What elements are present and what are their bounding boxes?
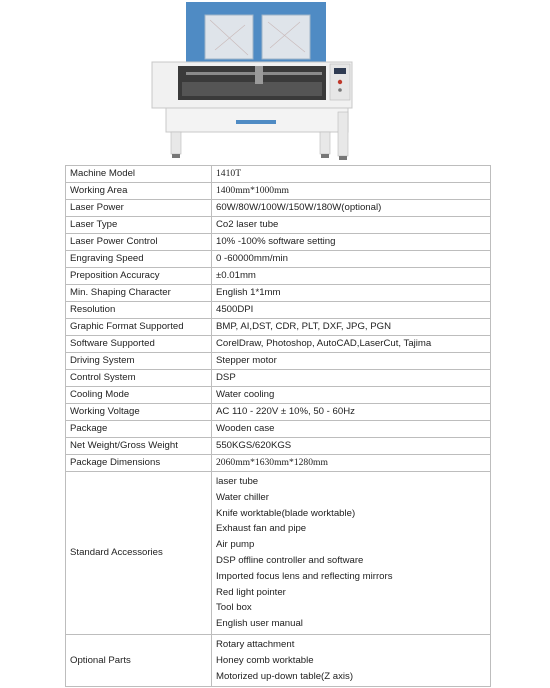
standard-accessories-row: [66, 472, 491, 635]
spec-label: Package Dimensions: [66, 455, 212, 472]
spec-value: 10% -100% software setting: [212, 234, 491, 251]
spec-value: Wooden case: [212, 421, 491, 438]
spec-row: [66, 438, 491, 455]
standard-accessories-list: [212, 472, 491, 635]
spec-value: DSP: [212, 370, 491, 387]
accessory-item: Knife worktable(blade worktable): [216, 507, 356, 519]
spec-value: Stepper motor: [212, 353, 491, 370]
accessory-item: Exhaust fan and pipe: [216, 523, 307, 535]
accessory-item: laser tube: [216, 476, 259, 487]
spec-value: Water cooling: [212, 387, 491, 404]
spec-value: BMP, AI,DST, CDR, PLT, DXF, JPG, PGN: [212, 319, 491, 336]
spec-row: [66, 319, 491, 336]
spec-value: CorelDraw, Photoshop, AutoCAD,LaserCut, Tajima: [212, 336, 491, 353]
spec-row: [66, 166, 491, 183]
spec-row: [66, 302, 491, 319]
standard-accessories-label: Standard Accessories: [66, 472, 212, 635]
spec-row: [66, 336, 491, 353]
optional-part-item: Honey comb worktable: [216, 654, 314, 666]
optional-parts-label: Optional Parts: [66, 634, 212, 686]
accessory-item: Red light pointer: [216, 586, 286, 598]
spec-label: Control System: [66, 370, 212, 387]
spec-value: Co2 laser tube: [212, 217, 491, 234]
spec-label: Engraving Speed: [66, 251, 212, 268]
spec-row: [66, 421, 491, 438]
spec-value: 550KGS/620KGS: [212, 438, 491, 455]
accessories-body: [66, 472, 491, 687]
accessory-item: English user manual: [216, 618, 303, 630]
spec-table-body: [66, 166, 491, 472]
optional-part-item: Rotary attachment: [216, 638, 295, 650]
spec-row: [66, 404, 491, 421]
spec-row: [66, 234, 491, 251]
optional-parts-list: [212, 634, 491, 686]
spec-label: Laser Power: [66, 200, 212, 217]
spec-label: Cooling Mode: [66, 387, 212, 404]
optional-part-item: Motorized up-down table(Z axis): [216, 670, 354, 682]
spec-row: [66, 370, 491, 387]
spec-value: ±0.01mm: [212, 268, 491, 285]
accessory-item: Tool box: [216, 602, 252, 614]
spec-row: [66, 387, 491, 404]
accessory-item: Water chiller: [216, 491, 269, 503]
spec-label: Graphic Format Supported: [66, 319, 212, 336]
spec-value: AC 110 - 220V ± 10%, 50 - 60Hz: [212, 404, 491, 421]
spec-label: Laser Type: [66, 217, 212, 234]
spec-value: 4500DPI: [212, 302, 491, 319]
spec-label: Package: [66, 421, 212, 438]
accessory-item: Air pump: [216, 539, 255, 551]
spec-value: 60W/80W/100W/150W/180W(optional): [212, 200, 491, 217]
spec-label: Min. Shaping Character: [66, 285, 212, 302]
spec-label: Net Weight/Gross Weight: [66, 438, 212, 455]
spec-label: Working Area: [66, 183, 212, 200]
spec-label: Machine Model: [66, 166, 212, 183]
spec-value: English 1*1mm: [212, 285, 491, 302]
spec-row: [66, 200, 491, 217]
spec-label: Driving System: [66, 353, 212, 370]
spec-label: Resolution: [66, 302, 212, 319]
spec-table: [65, 165, 491, 687]
spec-label: Preposition Accuracy: [66, 268, 212, 285]
spec-row: [66, 217, 491, 234]
spec-row: [66, 285, 491, 302]
spec-row: [66, 183, 491, 200]
optional-parts-row: [66, 634, 491, 686]
spec-label: Software Supported: [66, 336, 212, 353]
spec-value: 2060mm*1630mm*1280mm: [212, 455, 491, 472]
spec-value: 1400mm*1000mm: [212, 183, 491, 200]
spec-label: Laser Power Control: [66, 234, 212, 251]
spec-label: Working Voltage: [66, 404, 212, 421]
spec-value: 0 -60000mm/min: [212, 251, 491, 268]
accessory-item: DSP offline controller and software: [216, 554, 364, 566]
accessory-item: Imported focus lens and reflecting mirrors: [216, 570, 393, 582]
spec-row: [66, 268, 491, 285]
laser-machine-image: [0, 0, 550, 165]
spec-row: [66, 455, 491, 472]
spec-row: [66, 251, 491, 268]
spec-value: 1410T: [212, 166, 491, 183]
spec-row: [66, 353, 491, 370]
